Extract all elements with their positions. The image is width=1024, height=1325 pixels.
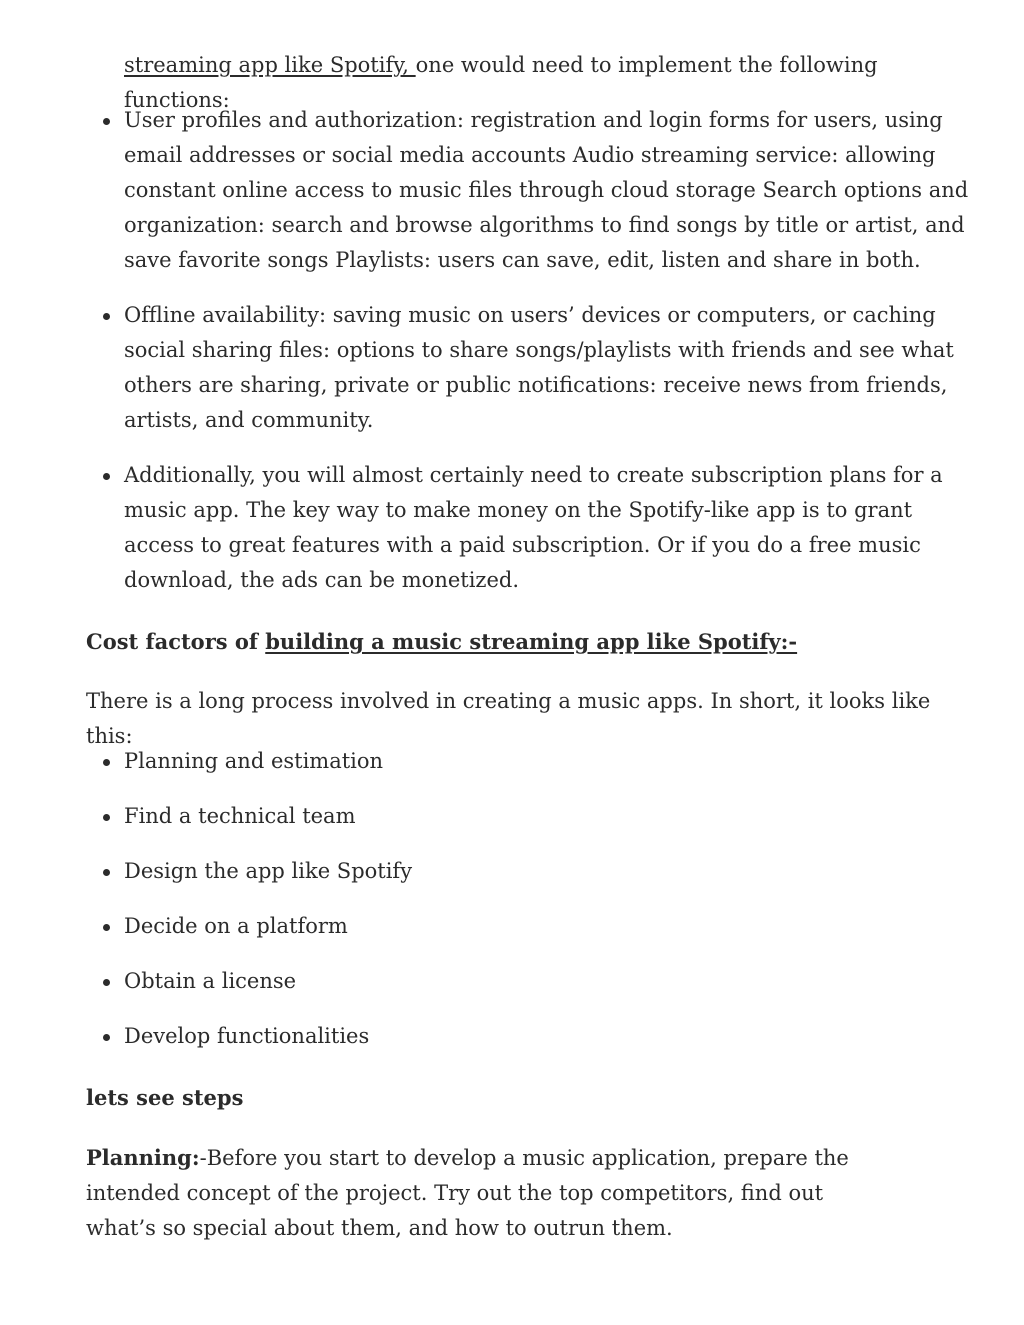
step-item: Decide on a platform	[124, 909, 412, 944]
process-intro-paragraph: There is a long process involved in creating a music apps. In short, it looks like this:	[86, 689, 931, 748]
cost-factors-heading	[86, 624, 797, 659]
feature-item-profiles: User profiles and authorization: registration and login forms for users, using email addresses or social media accounts Audio streaming service: allowing constant online access to music files through cloud storage Search options and organization: search and browse algorithms to find songs by title or artist, and save favorite songs Playlists: users can save, edit, listen and share in both.	[124, 103, 984, 278]
building-app-link[interactable]: building a music streaming app like Spotify:-	[265, 629, 798, 654]
step-item: Find a technical team	[124, 799, 412, 834]
feature-item-offline: Offline availability: saving music on users’ devices or computers, or caching social sharing files: options to share songs/playlists with friends and see what others are sharing, private or public notifications: receive news from friends, artists, and community.	[124, 298, 984, 438]
planning-text: -Before you start to develop a music application, prepare the intended concept of the project. Try out the top competitors, find out what’s so special about them, and how to outrun them.	[86, 1146, 849, 1240]
planning-paragraph	[86, 1140, 896, 1246]
planning-label: Planning:	[86, 1145, 200, 1170]
feature-list	[86, 103, 984, 618]
step-item: Planning and estimation	[124, 744, 412, 779]
feature-item-subscription: Additionally, you will almost certainly need to create subscription plans for a music app. The key way to make money on the Spotify-like app is to grant access to great features with a paid subscription. Or if you do a free music download, the ads can be monetized.	[124, 458, 984, 598]
intro-text: one would need to implement the following functions:	[124, 53, 878, 112]
steps-heading: lets see steps	[86, 1085, 244, 1110]
streaming-app-link[interactable]: streaming app like Spotify,	[124, 53, 416, 77]
step-item: Develop functionalities	[124, 1019, 412, 1054]
process-steps-list	[86, 744, 412, 1074]
cost-heading-prefix: Cost factors of	[86, 629, 266, 654]
step-item: Design the app like Spotify	[124, 854, 412, 889]
step-item: Obtain a license	[124, 964, 412, 999]
